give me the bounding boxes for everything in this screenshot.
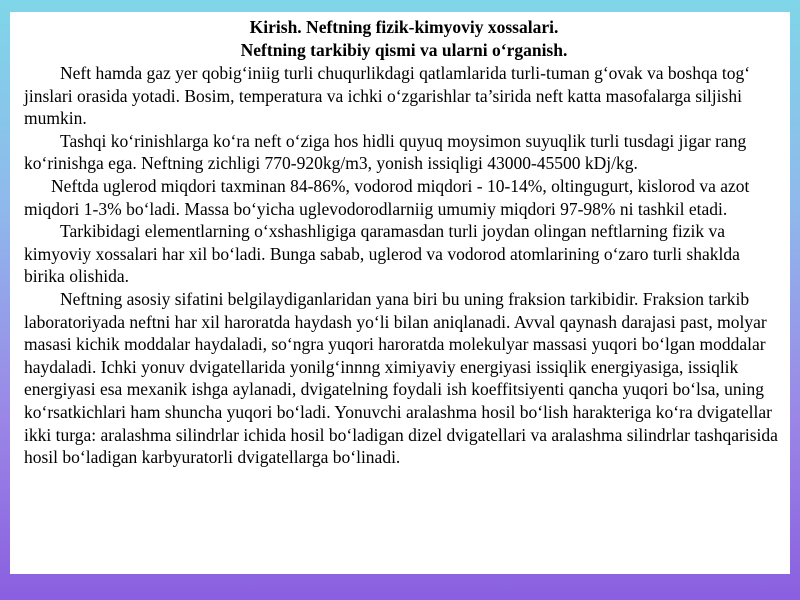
document-title-line2: Neftning tarkibiy qismi va ularni o‘rganish. — [240, 40, 568, 60]
paragraph-2: Tashqi ko‘rinishlarga ko‘ra neft o‘ziga hos hidli quyuq moysimon suyuqlik turli tusdagi jigar rang ko‘rinishga ega. Neftning zichligi 770-920kg/m3, yonish issiqligi 43000-45500 kDj/kg. — [24, 130, 747, 174]
paragraph-1: Neft hamda gaz yer qobig‘iniig turli chuqurlikdagi qatlamlarida turli-tuman g‘ovak va boshqa tog‘ jinslari orasida yotadi. Bosim, temperatura va ichki o‘zgarishlar ta’sirida neft katta masofalarga siljishi mumkin. — [24, 63, 751, 129]
paragraph-5: Neftning asosiy sifatini belgilaydiganlaridan yana biri bu uning fraksion tarkibidir. Fraksion tarkib laboratoriyada neftni har xil haroratda haydash yo‘li bilan aniqlanadi. Avval qaynash darajasi past, molyar masasi kichik moddalar haydaladi, so‘ngra yuqori haroratda molekulyar massasi yuqori bo‘lgan moddalar haydaladi. Ichki yonuv dvigatellarida yonilg‘innng ximiyaviy energiyasi issiqlik energiyasiga, issiqlik energiyasi esa mexanik ishga aylanadi, dvigatelning foydali ish koeffitsiyenti qancha yuqori bo‘lsa, uning ko‘rsatkichlari ham shuncha yuqori bo‘ladi. Yonuvchi aralashma hosil bo‘lish harakteriga ko‘ra dvigatellar ikki turga: aralashma silindrlar ichida hosil bo‘ladigan dizel dvigatellari va aralashma silindrlar tashqarisida hosil bo‘ladigan karbyuratorli dvigatellarga bo‘linadi. — [24, 288, 778, 468]
document-title-line1: Kirish. Neftning fizik-kimyoviy xossalari. — [249, 17, 559, 37]
document-page — [10, 12, 790, 574]
paragraph-3: Neftda uglerod miqdori taxminan 84-86%, vodorod miqdori - 10-14%, oltingugurt, kislorod va azot miqdori 1-3% bo‘ladi. Massa bo‘yicha uglevodorodlarniig umumiy miqdori 97-98% ni tashkil etadi. — [24, 175, 750, 219]
paragraph-4: Tarkibidagi elementlarning o‘xshashligiga qaramasdan turli joydan olingan neftlarning fizik va kimyoviy xossalari har xil bo‘ladi. Bunga sabab, uglerod va vodorod atomlarining o‘zaro turli shaklda birika olishida. — [24, 221, 740, 287]
